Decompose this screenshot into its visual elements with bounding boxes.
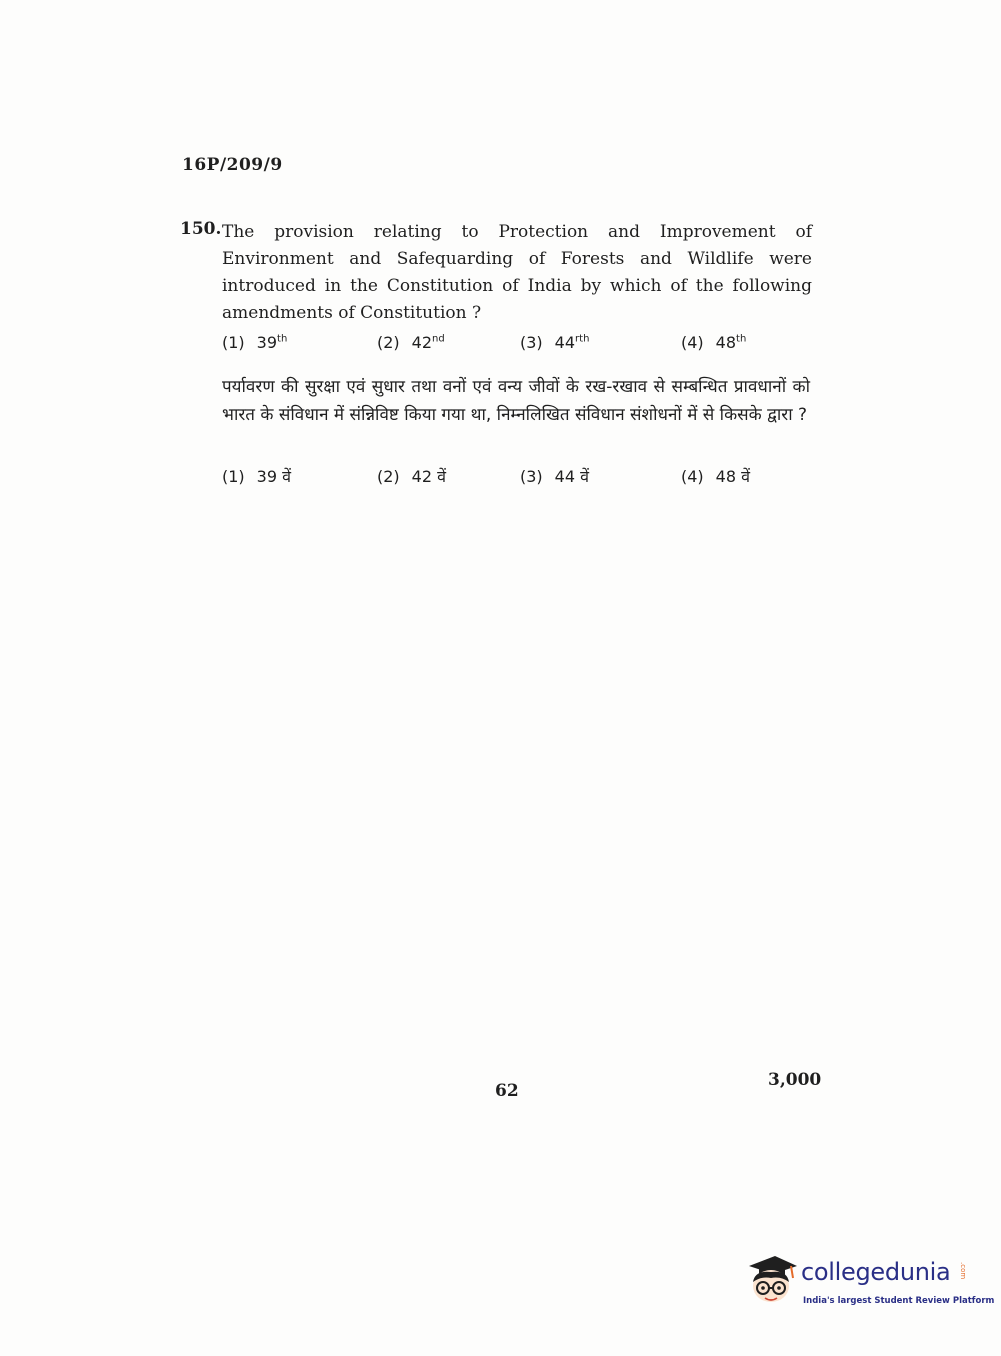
option-4-hindi: (4) 48 वें — [681, 467, 751, 486]
logo-domain-suffix: .com — [959, 1262, 967, 1280]
collegedunia-logo — [745, 1252, 995, 1314]
question-number: 150. — [180, 219, 222, 239]
option-1-english: (1) 39th — [222, 333, 288, 352]
options-english — [222, 333, 782, 357]
option-4-english: (4) 48th — [681, 333, 747, 352]
logo-wordmark: collegedunia — [801, 1258, 951, 1286]
mascot-icon — [745, 1252, 797, 1310]
option-2-hindi: (2) 42 वें — [377, 467, 447, 486]
question-text-hindi: पर्यावरण की सुरक्षा एवं सुधार तथा वनों एवं वन्य जीवों के रख-रखाव से सम्बन्धित प्रावधानों को भारत के संविधान में संन्निविष्ट किया गया था, निम्नलिखित संविधान संशोधनों में से किसके द्वारा ? — [222, 377, 810, 425]
options-hindi — [222, 465, 782, 489]
copies-total: 3,000 — [768, 1070, 822, 1090]
paper-code: 16P/209/9 — [182, 155, 283, 175]
option-1-hindi: (1) 39 वें — [222, 467, 292, 486]
option-3-hindi: (3) 44 वें — [520, 467, 590, 486]
page-number: 62 — [495, 1081, 519, 1101]
option-2-english: (2) 42nd — [377, 333, 445, 352]
option-3-english: (3) $44^{rth}$ — [520, 333, 590, 352]
question-text-english: The provision relating to Protection and Improvement of Environment and Safequarding of Forests and Wildlife were introduced in the Constitution of India by which of the following amendments of Constitution ? — [222, 222, 812, 323]
logo-tagline: India's largest Student Review Platform — [803, 1296, 995, 1306]
